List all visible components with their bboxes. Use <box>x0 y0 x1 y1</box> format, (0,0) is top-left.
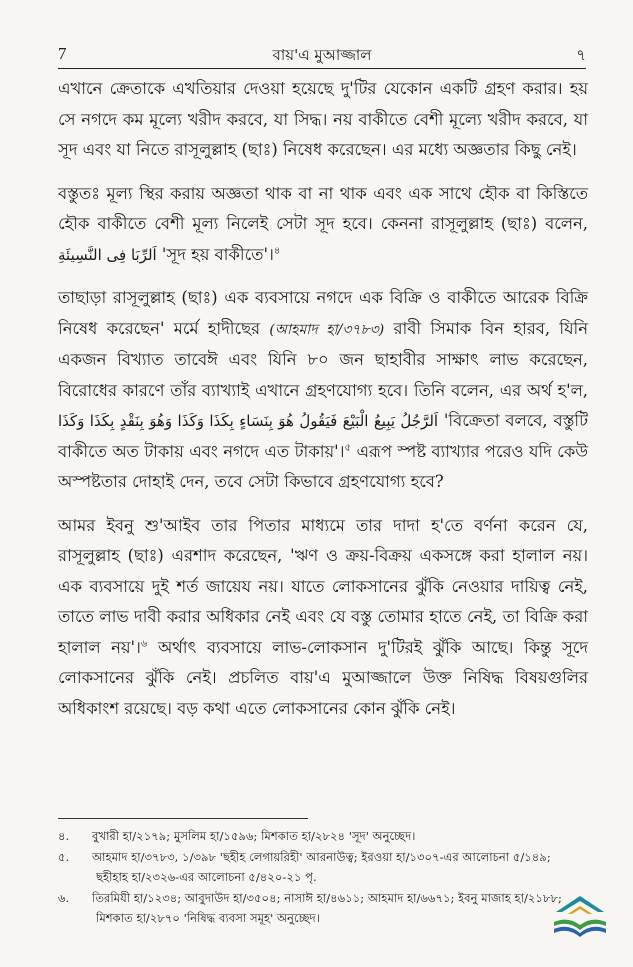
footnote-ref: ৫ <box>344 442 352 454</box>
citation: (আহমাদ হা/৩৭৮৩) <box>269 321 385 338</box>
running-title: বায়'এ মুআজ্জাল <box>272 46 372 64</box>
text-run: বস্তুতঃ মূল্য স্থির করায় অজ্ঞতা থাক বা না থাক এবং এক সাথে হৌক বা কিস্তিতে হৌক বাকীতে বেশী মূল্য নিলেই সেটা সূদ হবে। কেননা রাসূলুল্লাহ (ছাঃ) বলেন, <box>58 183 588 233</box>
arabic-quote: اَلرَّجُلُ يَبِيعُ الْبَيْعَ فَيَقُولُ هُوَ بِنَسَاءٍ بِكَذَا وَكَذَا وَهُوَ بِنَقْدٍ بِكَذَا وَكَذَا <box>58 412 439 430</box>
text-run: রাবী সিমাক বিন হারব, যিনি একজন বিখ্যাত তাবেঈ এবং যিনি ৮০ জন ছাহাবীর সাক্ষাৎ লাভ করেছেন, বিরোধের কারণে তাঁর ব্যাখ্যাই এখানে গ্রহণযোগ্য হবে। তিনি বলেন, এর অর্থ হ'ল, <box>58 318 588 400</box>
text-run: এরূপ স্পষ্ট ব্যাখ্যার পরেও যদি কেউ অস্পষ্টতার দোহাই দেন, তবে সেটা কিভাবে গ্রহণযোগ্য হবে? <box>58 441 589 491</box>
main-text <box>58 74 588 737</box>
footnote-label: ৫. <box>58 849 70 864</box>
text-run: 'বিক্রেতা বলবে, বস্তুটি বাকীতে অত টাকায় এবং নগদে এত টাকায়'। <box>58 411 588 461</box>
text-run: এখানে ক্রেতাকে এখতিয়ার দেওয়া হয়েছে দু'টির যেকোন একটি গ্রহণ করার। হয় সে নগদে কম মূল্যে খরীদ করবে, যা সিদ্ধ। নয় বাকীতে বেশী মূল্যে খরীদ করবে, যা সূদ এবং যা নিতে রাসূলুল্লাহ (ছাঃ) নিষেধ করেছেন। এর মধ্যে অজ্ঞতার কিছু নেই। <box>58 79 588 159</box>
footnotes <box>58 826 578 929</box>
footnote-4 <box>58 826 578 847</box>
page-number-latin: 7 <box>58 44 67 63</box>
publisher-logo-icon <box>548 892 612 940</box>
footnote-6 <box>58 888 578 929</box>
text-run: 'সূদ হয় বাকীতে'। <box>156 244 274 264</box>
paragraph-4 <box>58 511 588 725</box>
footnote-text: আহমাদ হা/৩৭৮৩, ১/৩৯৮ 'ছহীহ লেগায়রিহী' আরনাউত্ব; ইরওয়া হা/১৩০৭-এর আলোচনা ৫/১৪৯; ছহীহাহ হা/২৩২৬-এর আলোচনা ৫/৪২০-২১ পৃ. <box>92 849 551 884</box>
footnote-label: ৪. <box>58 829 70 843</box>
paragraph-3 <box>58 283 588 498</box>
paragraph-2 <box>58 179 588 271</box>
arabic-quote: اَلرِّبَا فِى النَّسِيئَةِ <box>58 245 157 264</box>
logo-roof <box>556 896 604 912</box>
footnote-5 <box>58 847 578 888</box>
footnote-divider <box>58 818 308 819</box>
running-header <box>58 42 586 69</box>
logo-inner-roof <box>568 906 592 914</box>
text-run: আমর ইবনু শু'আইব তার পিতার মাধ্যমে তার দাদা হ'তে বর্ণনা করেন যে, রাসূলুল্লাহ (ছাঃ) এরশাদ করেছেন, 'ঋণ ও ক্রয়-বিক্রয় একসঙ্গে করা হালাল নয়। এক ব্যবসায়ে দুই শর্ত জায়েয নয়। যাতে লোকসানের ঝুঁকি নেওয়ার দায়িত্ব নেই, তাতে লাভ দাবী করার অধিকার নেই এবং যে বস্তু তোমার হাতে নেই, তা বিক্রি করা হালাল নয়'। <box>58 515 588 657</box>
text-run: তাছাড়া রাসূলুল্লাহ (ছাঃ) এক ব্যবসায়ে নগদে এক বিক্রি ও বাকীতে আরেক বিক্রি নিষেধ করেছেন' মর্মে হাদীছের <box>58 288 588 338</box>
footnote-ref: ৬ <box>140 638 148 650</box>
footnote-ref: ৪ <box>273 245 281 257</box>
footnote-text: বুখারী হা/২১৭৯; মুসলিম হা/১৫৯৬; মিশকাত হা/২৮২৪ 'সূদ' অনুচ্ছেদ। <box>92 829 416 843</box>
footnote-label: ৬. <box>58 890 70 905</box>
text-run: অর্থাৎ ব্যবসায়ে লাভ-লোকসান দু'টিরই ঝুঁকি আছে। কিন্তু সূদে লোকসানের ঝুঁকি নেই। প্রচলিত বায়'এ মুআজ্জালে উক্ত নিষিদ্ধ বিষয়গুলির অধিকাংশ রয়েছে। বড় কথা এতে লোকসানের কোন ঝুঁকি নেই। <box>58 637 588 718</box>
page-number-bengali: ৭ <box>576 46 586 64</box>
footnote-text: তিরমিযী হা/১২৩৪; আবুদাউদ হা/৩৫০৪; নাসাঈ হা/৪৬১১; আহমাদ হা/৬৬৭১; ইবনু মাজাহ হা/২১৮৮; মিশকাত হা/২৮৭০ 'নিষিদ্ধ ব্যবসা সমূহ' অনুচ্ছেদ। <box>92 890 562 925</box>
paragraph-1 <box>58 74 588 166</box>
